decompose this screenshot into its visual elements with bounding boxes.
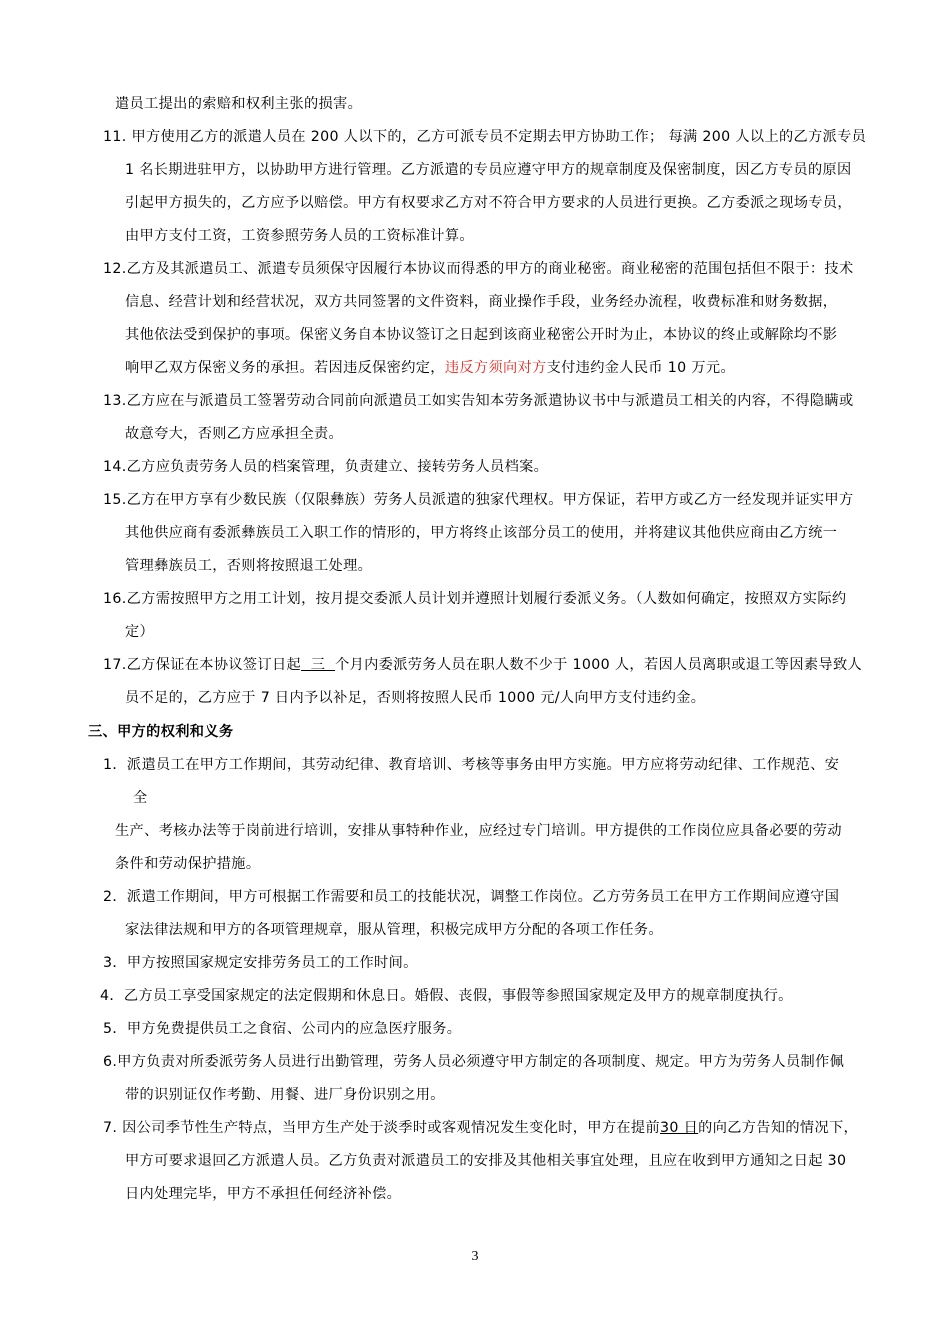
text-segment: 的向乙方告知的情况下， [698, 1120, 859, 1136]
text-line: 带的识别证仅作考勤、用餐、进厂身份识别之用。 [125, 1087, 445, 1103]
party-a-clause-4: 4．乙方员工享受国家规定的法定假期和休息日。婚假、丧假，事假等参照国家规定及甲方的规章制度执行。 [100, 988, 793, 1004]
clause-13: 13.乙方应在与派遣员工签署劳动合同前向派遣员工如实告知本劳务派遣协议书中与派遣员工相关的内容，不得隐瞒或 [103, 393, 854, 409]
page-number: 3 [471, 1249, 479, 1264]
text-line: 遣员工提出的索赔和权利主张的损害。 [115, 96, 363, 112]
clause-11: 11. 甲方使用乙方的派遣人员在 200 人以下的，乙方可派专员不定期去甲方协助工作； 每满 200 人以上的乙方派专员 [103, 129, 867, 145]
text-line: 引起甲方损失的，乙方应予以赔偿。甲方有权要求乙方对不符合甲方要求的人员进行更换。乙方委派之现场专员， [125, 195, 852, 211]
text-line: 故意夸大，否则乙方应承担全责。 [125, 426, 344, 442]
party-a-clause-1: 1．派遣员工在甲方工作期间，其劳动纪律、教育培训、考核等事务由甲方实施。甲方应将劳动纪律、工作规范、安 [103, 757, 840, 773]
text-line: 由甲方支付工资，工资参照劳务人员的工资标准计算。 [125, 228, 474, 244]
text-line: 定） [125, 624, 155, 640]
party-a-clause-3: 3．甲方按照国家规定安排劳务员工的工作时间。 [103, 955, 418, 971]
clause-16: 16.乙方需按照甲方之用工计划，按月提交委派人员计划并遵照计划履行委派义务。（人数如何确定，按照双方实际约 [103, 591, 847, 607]
party-a-clause-2: 2．派遣工作期间，甲方可根据工作需要和员工的技能状况，调整工作岗位。乙方劳务员工在甲方工作期间应遵守国 [103, 889, 840, 905]
section-heading: 三、甲方的权利和义务 [88, 724, 234, 740]
highlighted-text: 违反方须向对方 [444, 360, 547, 376]
text-line: 1 名长期进驻甲方，以协助甲方进行管理。乙方派遣的专员应遵守甲方的规章制度及保密制度，因乙方专员的原因 [125, 162, 852, 178]
underlined-value: 三 [301, 657, 336, 673]
text-line: 其他供应商有委派彝族员工入职工作的情形的，甲方将终止该部分员工的使用，并将建议其他供应商由乙方统一 [125, 525, 838, 541]
text-line: 家法律法规和甲方的各项管理规章，服从管理，积极完成甲方分配的各项工作任务。 [125, 922, 663, 938]
text-segment: 响甲乙双方保密义务的承担。若因违反保密约定， [125, 360, 445, 376]
party-a-clause-6: 6.甲方负责对所委派劳务人员进行出勤管理，劳务人员必须遵守甲方制定的各项制度、规定。甲方为劳务人员制作佩 [103, 1054, 845, 1070]
text-segment: 17.乙方保证在本协议签订日起 [103, 657, 302, 673]
party-a-clause-5: 5．甲方免费提供员工之食宿、公司内的应急医疗服务。 [103, 1021, 462, 1037]
text-line: 管理彝族员工，否则将按照退工处理。 [125, 558, 373, 574]
text-line: 信息、经营计划和经营状况，双方共同签署的文件资料，商业操作手段，业务经办流程，收费标准和财务数据， [125, 294, 838, 310]
text-line: 其他依法受到保护的事项。保密义务自本协议签订之日起到该商业秘密公开时为止，本协议的终止或解除均不影 [125, 327, 838, 343]
clause-15: 15.乙方在甲方享有少数民族（仅限彝族）劳务人员派遣的独家代理权。甲方保证，若甲方或乙方一经发现并证实甲方 [103, 492, 854, 508]
clause-14: 14.乙方应负责劳务人员的档案管理，负责建立、接转劳务人员档案。 [103, 459, 549, 475]
text-line: 员不足的，乙方应于 7 日内予以补足，否则将按照人民币 1000 元/人向甲方支付违约金。 [125, 690, 706, 706]
clause-17 [103, 655, 862, 675]
text-line-mixed [125, 358, 735, 378]
text-line: 日内处理完毕，甲方不承担任何经济补偿。 [125, 1186, 402, 1202]
text-line: 全 [133, 790, 148, 806]
underlined-value: 30 日 [660, 1120, 699, 1136]
text-line: 条件和劳动保护措施。 [115, 856, 261, 872]
clause-12: 12.乙方及其派遣员工、派遣专员须保守因履行本协议而得悉的甲方的商业秘密。商业秘密的范围包括但不限于：技术 [103, 261, 854, 277]
party-a-clause-7 [103, 1118, 858, 1138]
text-line: 甲方可要求退回乙方派遣人员。乙方负责对派遣员工的安排及其他相关事宜处理，且应在收到甲方通知之日起 30 [125, 1153, 847, 1169]
text-segment: 7. 因公司季节性生产特点，当甲方生产处于淡季时或客观情况发生变化时，甲方在提前 [103, 1120, 660, 1136]
text-line: 生产、考核办法等于岗前进行培训，安排从事特种作业，应经过专门培训。甲方提供的工作岗位应具备必要的劳动 [115, 823, 842, 839]
text-segment: 支付违约金人民币 10 万元。 [546, 360, 735, 376]
text-segment: 个月内委派劳务人员在职人数不少于 1000 人，若因人员离职或退工等因素导致人 [335, 657, 863, 673]
